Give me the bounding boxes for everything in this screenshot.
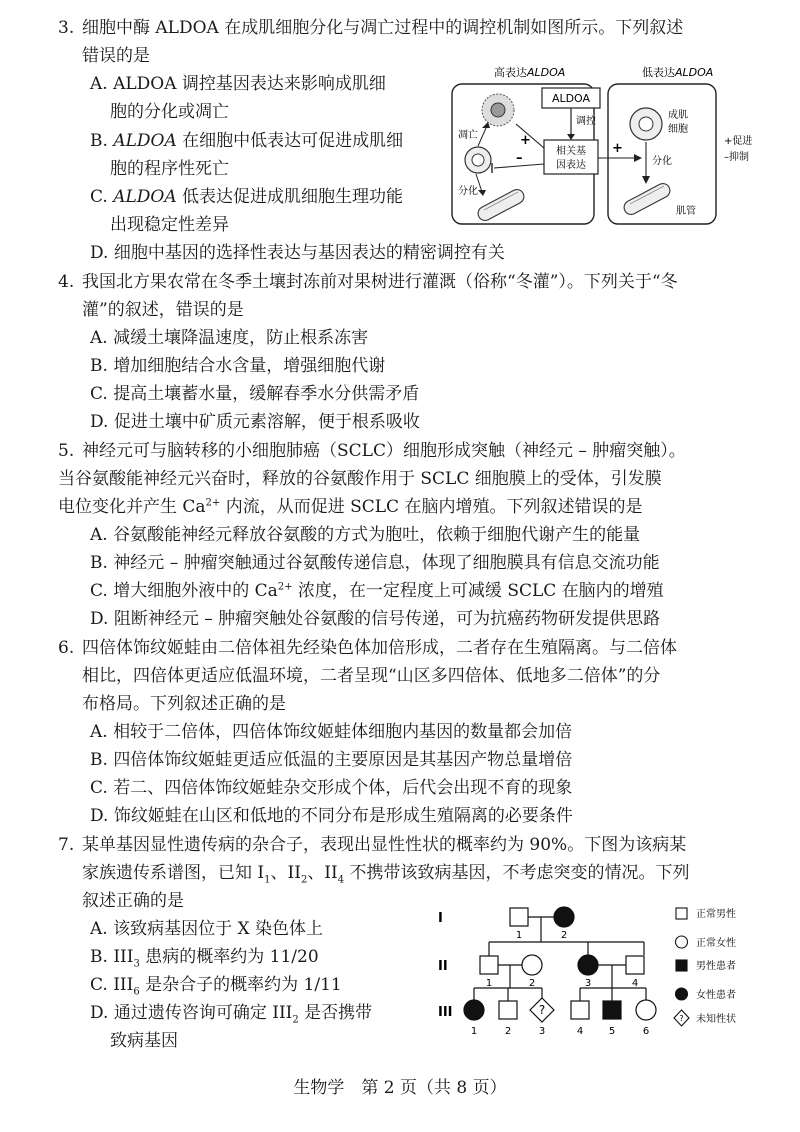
svg-text:成肌: 成肌 (668, 110, 688, 121)
question-number: 5. (58, 441, 75, 461)
q6-stem-line1: 6. 四倍体饰纹姬蛙由二倍体祖先经染色体加倍形成，二者存在生殖隔离。与二倍体 (58, 638, 677, 658)
svg-text:因表达: 因表达 (556, 160, 586, 171)
svg-text:2: 2 (504, 1026, 512, 1037)
gen3-female-6 (636, 1000, 656, 1020)
question-number: 7. (58, 835, 75, 855)
q3-stem-line2: 错误的是 (82, 46, 150, 66)
svg-text:分化: 分化 (458, 186, 478, 197)
q6-stem-line3: 布格局。下列叙述正确的是 (82, 694, 286, 714)
right-panel-title: 低表达ALDOA (642, 66, 714, 79)
question-number: 4. (58, 272, 75, 292)
q3-option-d: D. 细胞中基因的选择性表达与基因表达的精密调控有关 (90, 243, 505, 263)
q3-option-c-cont: 出现稳定性差异 (110, 215, 229, 235)
q7-stem-line1: 7. 某单基因显性遗传病的杂合子，表现出显性性状的概率约为 90%。下图为该病某 (58, 835, 687, 855)
q4-stem-line2: 灌”的叙述，错误的是 (82, 300, 244, 320)
right-panel (608, 84, 716, 224)
svg-text:?: ? (538, 1003, 546, 1017)
q5-option-d: D. 阻断神经元 – 肿瘤突触处谷氨酸的信号传递，可为抗癌药物研发提供思路 (90, 609, 661, 629)
svg-text:–: – (516, 151, 523, 166)
gen3-male-2 (499, 1001, 517, 1019)
q7-option-d-cont: 致病基因 (110, 1031, 178, 1051)
svg-text:3: 3 (584, 978, 592, 989)
gen2-male-4 (626, 956, 644, 974)
pedigree-chart (436, 896, 782, 1056)
q6-option-d: D. 饰纹姬蛙在山区和低地的不同分布是形成生殖隔离的必要条件 (90, 806, 573, 826)
legend-normal-female-icon (676, 936, 688, 948)
gen3-female-1-affected (464, 1000, 484, 1020)
q6-stem-line2: 相比，四倍体更适应低温环境，二者呈现“山区多四倍体、低地多二倍体”的分 (82, 666, 661, 686)
q7-option-d: D. 通过遗传咨询可确定 $III_2$ 是否携带 (90, 1003, 373, 1026)
q6-option-b: B. 四倍体饰纹姬蛙更适应低温的主要原因是其基因产物总量增倍 (90, 750, 573, 770)
q3-option-a-cont: 胞的分化或凋亡 (110, 102, 229, 122)
q4-stem-line1: 4. 我国北方果农常在冬季土壤封冻前对果树进行灌溉（俗称“冬灌”）。下列关于“冬 (58, 272, 678, 292)
apoptotic-cell-icon (482, 94, 514, 126)
svg-text:凋亡: 凋亡 (458, 130, 478, 141)
legend-affected-male-icon (676, 960, 687, 971)
q3-option-b: B. ALDOA 在细胞中低表达可促进成肌细 (90, 131, 404, 151)
gen3-male-4 (571, 1001, 589, 1019)
myoblast-cell-icon (465, 147, 491, 173)
svg-text:2: 2 (560, 930, 568, 941)
svg-text:1: 1 (470, 1026, 478, 1037)
svg-text:肌管: 肌管 (676, 206, 696, 217)
svg-text:4: 4 (631, 978, 639, 989)
gen1-male-1 (510, 908, 528, 926)
legend-inhibit: –抑制 (724, 152, 749, 163)
svg-text:未知性状: 未知性状 (696, 1014, 736, 1025)
page-footer: 生物学 第 2 页（共 8 页） (293, 1078, 507, 1098)
gen3-male-5-affected (603, 1001, 621, 1019)
q4-option-b: B. 增加细胞结合水含量，增强细胞代谢 (90, 356, 386, 376)
svg-text:?: ? (679, 1014, 684, 1023)
q3-stem-line1: 3. 细胞中酶 ALDOA 在成肌细胞分化与凋亡过程中的调控机制如图所示。下列叙述 (58, 18, 684, 38)
question-number: 3. (58, 18, 75, 38)
q5-option-b: B. 神经元 – 肿瘤突触通过谷氨酸传递信息，体现了细胞膜具有信息交流功能 (90, 553, 660, 573)
q7-stem-line2: 家族遗传系谱图，已知 $I_1$、$II_2$、$II_4$ 不携带该致病基因，不考虑突变的情况。下列 (82, 863, 690, 886)
question-number: 6. (58, 638, 75, 658)
svg-text:分化: 分化 (652, 156, 672, 167)
svg-text:ALDOA: ALDOA (551, 92, 591, 105)
gen2-female-3-affected (578, 955, 598, 975)
svg-text:正常男性: 正常男性 (696, 909, 736, 920)
svg-text:调控: 调控 (576, 116, 596, 127)
q4-option-a: A. 减缓土壤降温速度，防止根系冻害 (90, 328, 369, 348)
svg-text:女性患者: 女性患者 (696, 990, 736, 1001)
q6-option-c: C. 若二、四倍体饰纹姬蛙杂交形成个体，后代会出现不育的现象 (90, 778, 573, 798)
q7-option-a: A. 该致病基因位于 X 染色体上 (90, 919, 324, 939)
aldoa-regulation-diagram (446, 60, 798, 230)
svg-text:+: + (520, 133, 531, 148)
gen2-male-1 (480, 956, 498, 974)
q5-stem-line3: 电位变化并产生 $Ca^{2+}$ 内流，从而促进 SCLC 在脑内增殖。下列叙述错误的是 (58, 497, 643, 517)
q6-option-a: A. 相较于二倍体，四倍体饰纹姬蛙体细胞内基因的数量都会加倍 (90, 722, 573, 742)
left-panel-title: 高表达ALDOA (494, 66, 566, 79)
q5-stem-line2: 当谷氨酸能神经元兴奋时，释放的谷氨酸作用于 SCLC 细胞膜上的受体，引发膜 (58, 469, 662, 489)
q7-stem-line3: 叙述正确的是 (82, 891, 184, 911)
myoblast-cell-right-icon (630, 108, 662, 140)
legend-promote: +促进 (724, 136, 753, 147)
gen-label-1: I (438, 911, 443, 926)
q5-option-a: A. 谷氨酸能神经元释放谷氨酸的方式为胞吐，依赖于细胞代谢产生的能量 (90, 525, 641, 545)
q3-option-c: C. ALDOA 低表达促进成肌细胞生理功能 (90, 187, 404, 207)
svg-text:男性患者: 男性患者 (696, 961, 736, 972)
gen-label-2: II (438, 959, 448, 974)
q5-stem-line1: 5. 神经元可与脑转移的小细胞肺癌（SCLC）细胞形成突触（神经元 – 肿瘤突触）。 (58, 441, 686, 461)
svg-text:4: 4 (576, 1026, 584, 1037)
svg-text:6: 6 (642, 1026, 650, 1037)
myotube-right-icon (622, 181, 673, 217)
svg-text:1: 1 (515, 930, 523, 941)
gen-label-3: III (438, 1005, 453, 1020)
q7-option-c: C. $III_6$ 是杂合子的概率约为 1/11 (90, 975, 342, 998)
q4-option-d: D. 促进土壤中矿质元素溶解，便于根系吸收 (90, 412, 420, 432)
svg-text:2: 2 (528, 978, 536, 989)
q4-option-c: C. 提高土壤蓄水量，缓解春季水分供需矛盾 (90, 384, 420, 404)
svg-text:+: + (612, 141, 623, 156)
q3-option-a: A. ALDOA 调控基因表达来影响成肌细 (90, 74, 386, 94)
q7-option-b: B. $III_3$ 患病的概率约为 11/20 (90, 947, 319, 970)
legend-affected-female-icon (676, 988, 688, 1000)
q5-option-c: C. 增大细胞外液中的 $Ca^{2+}$ 浓度，在一定程度上可减缓 SCLC 在脑内的增殖 (90, 581, 664, 601)
svg-text:1: 1 (485, 978, 493, 989)
svg-text:正常女性: 正常女性 (696, 938, 736, 949)
legend-normal-male-icon (676, 908, 687, 919)
svg-text:3: 3 (538, 1026, 546, 1037)
svg-text:细胞: 细胞 (668, 124, 688, 135)
q3-option-b-cont: 胞的程序性死亡 (110, 159, 229, 179)
svg-text:5: 5 (608, 1026, 616, 1037)
gen2-female-2 (522, 955, 542, 975)
gen1-female-2-affected (554, 907, 574, 927)
svg-text:相关基: 相关基 (556, 146, 586, 157)
